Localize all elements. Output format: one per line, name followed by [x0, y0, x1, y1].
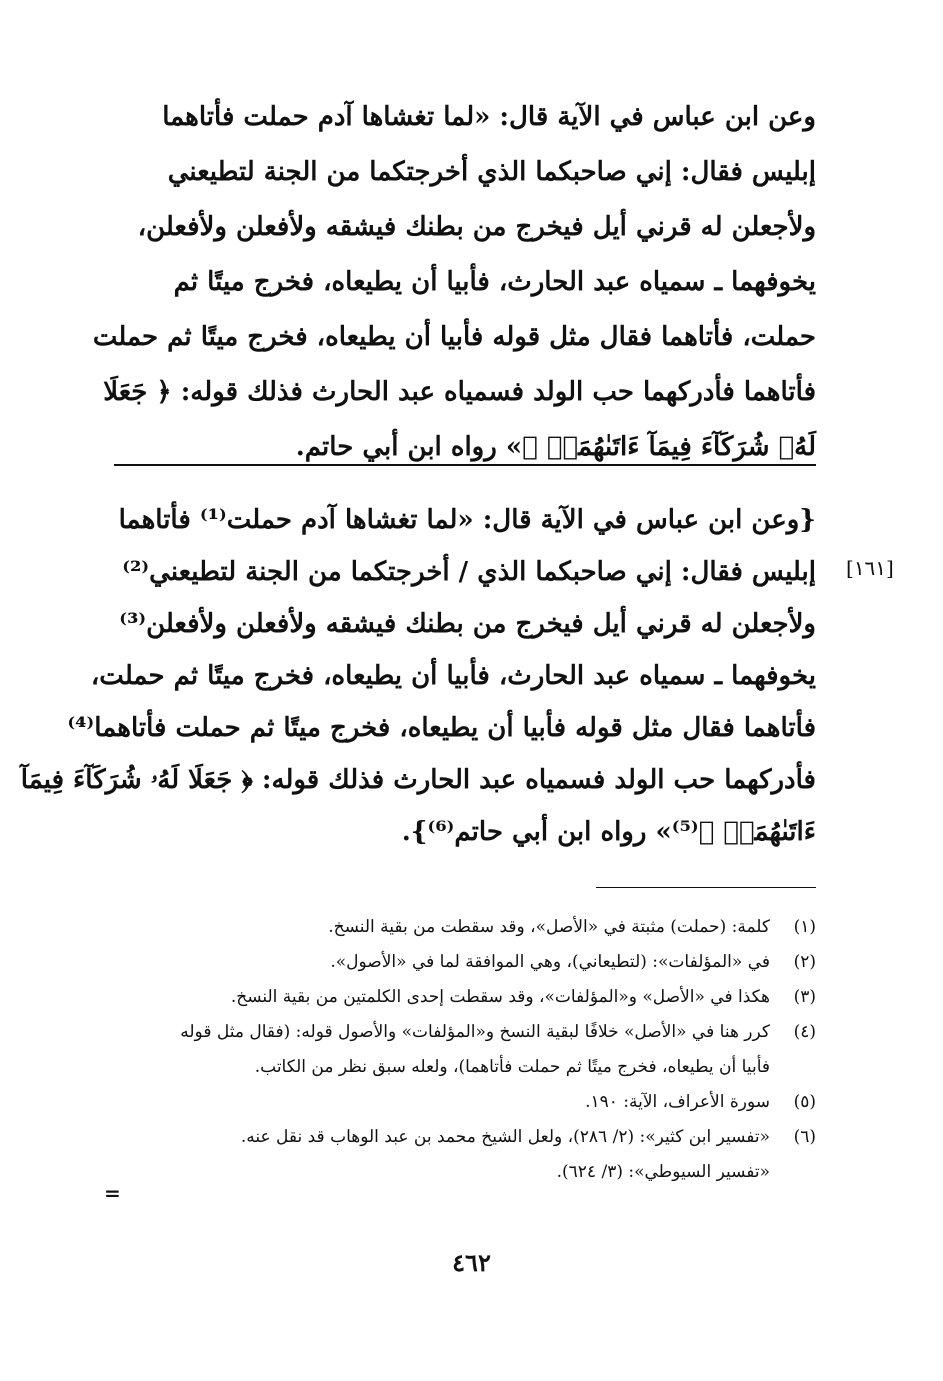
footnote-number: (١): [793, 917, 816, 937]
footnote-item: [114, 980, 816, 1015]
page-number: ٤٦٢: [452, 1248, 491, 1277]
text-line: حملت، فأتاهما فقال مثل قوله فأبيا أن يطيعاه، فخرج ميتًا ثم حملت: [92, 322, 816, 352]
text-line: فأتاهما فأدركهما حب الولد فسمياه عبد الحارث فذلك قوله: ﴿ جَعَلَا: [103, 377, 816, 407]
text-line: {وعن ابن عباس في الآية قال: «لما تغشاها آدم حملت⁽¹⁾ فأتاهما: [118, 505, 816, 535]
text-line: ءَاتَىٰهُمَآۚ ﴾⁽⁵⁾» رواه ابن أبي حاتم⁽⁶⁾}.: [401, 817, 816, 847]
footnote-text: سورة الأعراف، الآية: ١٩٠.: [585, 1092, 770, 1112]
section-divider: [114, 464, 816, 466]
text-line: إبليس فقال: إني صاحبكما الذي أخرجتكما من الجنة لتطيعني: [167, 157, 816, 187]
footnote-continuation: [114, 1155, 816, 1190]
footnote-item: [114, 1120, 816, 1155]
footnote-number: (٤): [793, 1022, 816, 1042]
footnotes: [114, 910, 816, 1190]
footnote-divider: [596, 887, 816, 888]
footnote-text: في «المؤلفات»: (لتطيعاني)، وهي الموافقة لما في «الأصول».: [330, 952, 770, 972]
footnote-item: [114, 910, 816, 945]
text-line: يخوفهما ـ سمياه عبد الحارث، فأبيا أن يطيعاه، فخرج ميتًا ثم حملت،: [90, 661, 816, 691]
original-passage: [92, 90, 816, 475]
footnote-text: «تفسير السيوطي»: (٣/ ٦٢٤).: [556, 1162, 770, 1182]
footnote-number: (٥): [793, 1092, 816, 1112]
edited-passage: [20, 494, 816, 858]
text-line: ولأجعلن له قرني أيل فيخرج من بطنك فيشقه ولأفعلن ولأفعلن،: [137, 212, 816, 242]
text-line: يخوفهما ـ سمياه عبد الحارث، فأبيا أن يطيعاه، فخرج ميتًا ثم: [173, 267, 816, 297]
text-line: وعن ابن عباس في الآية قال: «لما تغشاها آدم حملت فأتاهما: [162, 102, 816, 132]
footnote-item: [114, 945, 816, 980]
text-line: ولأجعلن له قرني أيل فيخرج من بطنك فيشقه ولأفعلن ولأفعلن⁽³⁾: [119, 609, 816, 639]
footnote-item: [114, 1015, 816, 1085]
manuscript-folio-reference: [١٦١]: [846, 556, 894, 580]
footnote-text: كرر هنا في «الأصل» خلافًا لبقية النسخ و«المؤلفات» والأصول قوله: (فقال مثل قوله: [180, 1022, 770, 1042]
footnote-number: (٦): [793, 1127, 816, 1147]
text-line: لَهُۥ شُرَكَآءَ فِيمَآ ءَاتَىٰهُمَآۚ ﴾» رواه ابن أبي حاتم.: [295, 432, 816, 462]
text-line: فأتاهما فقال مثل قوله فأبيا أن يطيعاه، فخرج ميتًا ثم حملت فأتاهما⁽⁴⁾: [67, 713, 816, 743]
footnote-text: كلمة: (حملت) مثبتة في «الأصل»، وقد سقطت من بقية النسخ.: [328, 917, 770, 937]
continuation-mark: =: [104, 1181, 121, 1205]
footnote-item: [114, 1085, 816, 1120]
footnote-text: «تفسير ابن كثير»: (٢/ ٢٨٦)، ولعل الشيخ محمد بن عبد الوهاب قد نقل عنه.: [240, 1127, 770, 1147]
footnote-text: هكذا في «الأصل» و«المؤلفات»، وقد سقطت إحدى الكلمتين من بقية النسخ.: [230, 987, 770, 1007]
footnote-number: (٢): [793, 952, 816, 972]
text-line: فأدركهما حب الولد فسمياه عبد الحارث فذلك قوله: ﴿ جَعَلَا لَهُۥ شُرَكَآءَ فِيمَآ: [20, 765, 816, 795]
text-line: إبليس فقال: إني صاحبكما الذي / أخرجتكما من الجنة لتطيعني⁽²⁾: [122, 557, 816, 587]
footnote-text: فأبيا أن يطيعاه، فخرج ميتًا ثم حملت فأتاهما)، ولعله سبق نظر من الكاتب.: [254, 1057, 770, 1077]
footnote-number: (٣): [793, 987, 816, 1007]
